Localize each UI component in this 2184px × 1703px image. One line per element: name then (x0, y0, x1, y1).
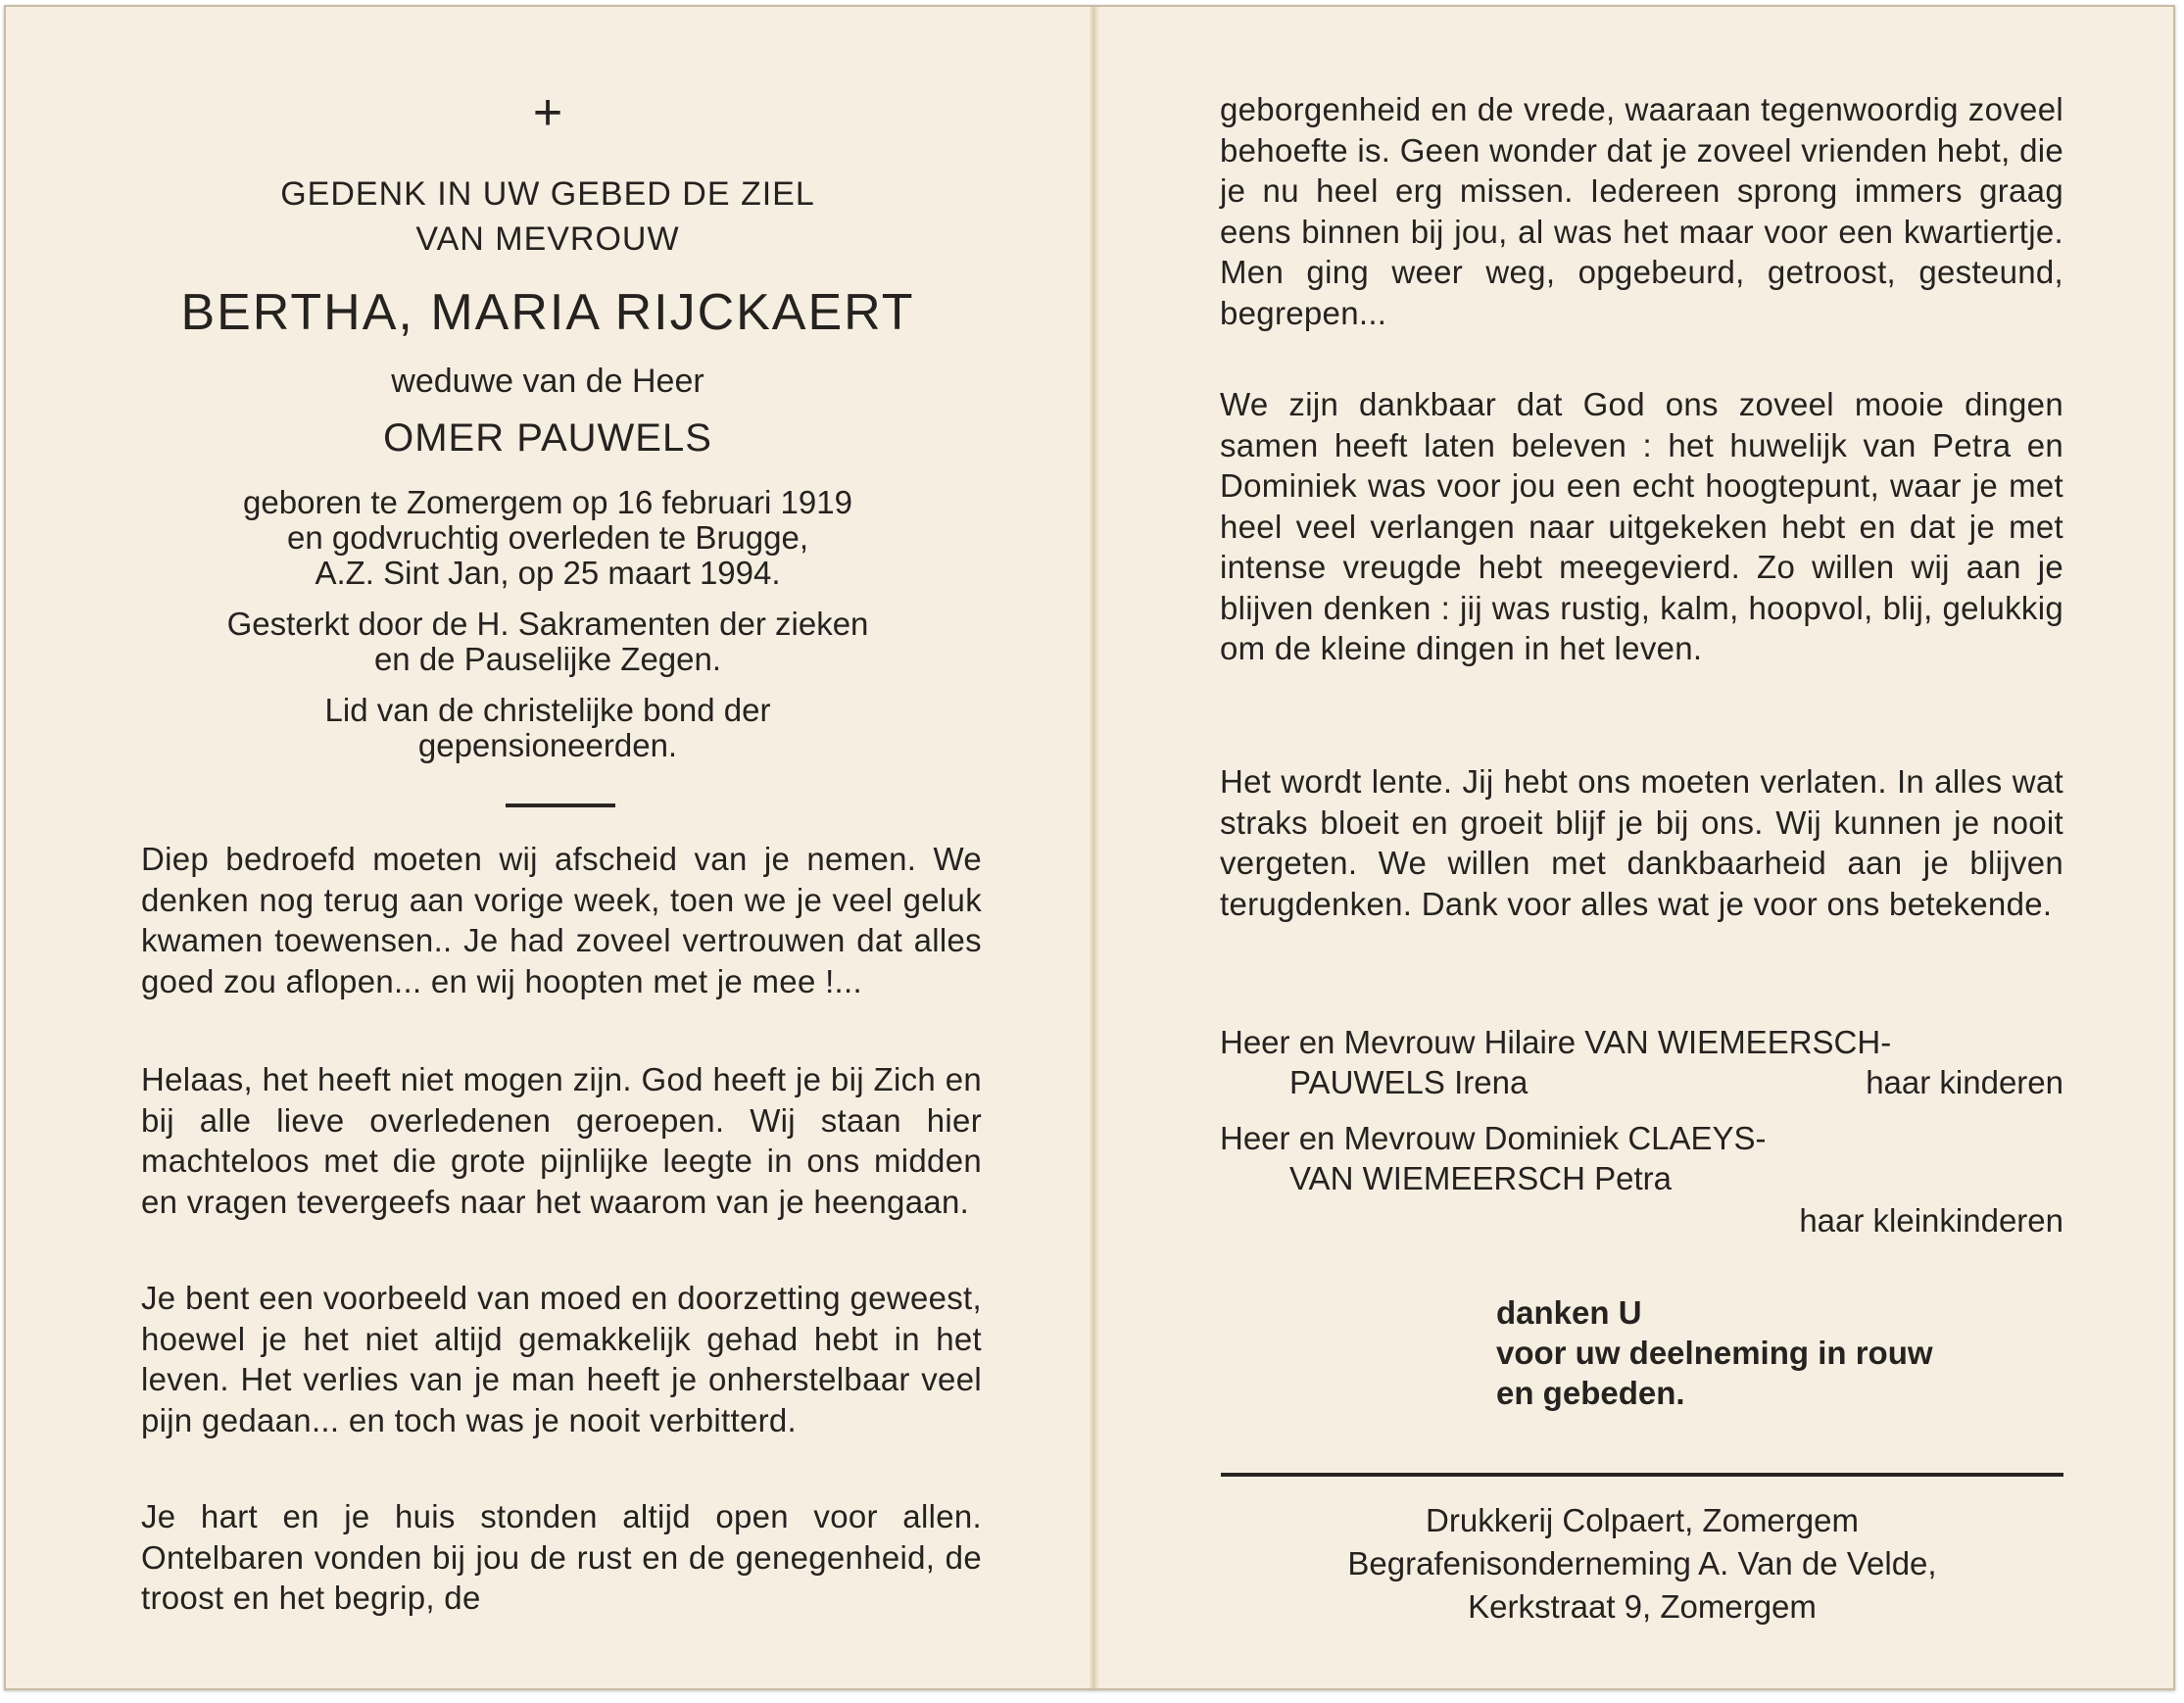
family2-role: haar kleinkinderen (1799, 1202, 2063, 1239)
family2-line2: VAN WIEMEERSCH Petra (1289, 1160, 1672, 1196)
family1-role: haar kinderen (1866, 1064, 2063, 1100)
prayer-heading-line2: VAN MEVROUW (415, 220, 680, 258)
sacraments-line1: Gesterkt door de H. Sakramenten der zieken (226, 606, 869, 642)
right-paragraph-1: geborgenheid en de vrede, waaraan tegenwoordig zoveel behoefte is. Geen wonder dat je zoveel vrienden hebt, die je nu heel erg missen. Iedereen sprong immers graag eens binnen bij jou, al was het maar voor een kwartiertje. Men ging weer weg, opgebeurd, getroost, gesteund, begrepen... (1220, 91, 2064, 331)
widow-of-label: weduwe van de Heer (391, 363, 704, 400)
family1-line2: PAUWELS Irena (1289, 1064, 1529, 1100)
membership-line2: gepensioneerden. (417, 727, 678, 763)
right-paragraph-3: Het wordt lente. Jij hebt ons moeten verlaten. In alles wat straks bloeit en groeit blijf je bij ons. Wij kunnen je nooit vergeten. We willen met dankbaarheid aan je blijven terugdenken. Dank voor alles wat je voor ons betekende. (1220, 763, 2063, 922)
family1-line1: Heer en Mevrouw Hilaire VAN WIEMEERSCH- (1220, 1024, 1892, 1060)
right-page (1099, 7, 2177, 1688)
printer-line2: Begrafenisonderneming A. Van de Velde, (1347, 1545, 1937, 1581)
footer-divider (1221, 1473, 2063, 1477)
family2-line1: Heer en Mevrouw Dominiek CLAEYS- (1220, 1120, 1767, 1156)
thanks-line1: danken U (1496, 1294, 1642, 1331)
left-page (6, 7, 1090, 1688)
death-line: en godvruchtig overleden te Brugge, (286, 519, 809, 556)
birth-line: geboren te Zomergem op 16 februari 1919 (243, 484, 852, 520)
card-fold (1090, 7, 1099, 1688)
left-paragraph-1: Diep bedroefd moeten wij afscheid van je nemen. We denken nog terug aan vorige week, toen we je veel geluk kwamen toewensen.. Je had zoveel vertrouwen dat alles goed zou aflopen... en wij hoopten met je mee !... (141, 841, 982, 999)
husband-name: OMER PAUWELS (383, 416, 712, 460)
left-paragraph-2: Helaas, het heeft niet mogen zijn. God heeft je bij Zich en bij alle lieve overledenen geroepen. Wij staan hier machteloos met die grote pijnlijke leegte in ons midden en vragen tevergeefs naar het waarom van je heengaan. (141, 1061, 982, 1220)
membership-info (6, 693, 1090, 763)
thanks-line3: en gebeden. (1496, 1375, 1685, 1411)
memorial-card (4, 5, 2175, 1690)
birth-death-info (6, 485, 1090, 591)
right-paragraph-2: We zijn dankbaar dat God ons zoveel mooie dingen samen heeft laten beleven : het huwelijk van Petra en Dominiek was voor jou een echt hoogtepunt, waar je met heel veel verlangen naar uitgekeken hebt en dat je met intense vreugde hebt meegevierd. Zo willen wij aan je blijven denken : jij was rustig, kalm, hoopvol, blij, gelukkig om de kleine dingen in het leven. (1220, 386, 2063, 666)
left-paragraph-3: Je bent een voorbeeld van moed en doorzetting geweest, hoewel je het niet altijd gemakkelijk gehad hebt in het leven. Het verlies van je man heeft je onherstelbaar veel pijn gedaan... en toch was je nooit verbitterd. (141, 1280, 982, 1438)
printer-line3: Kerkstraat 9, Zomergem (1468, 1588, 1817, 1625)
death-place-line: A.Z. Sint Jan, op 25 maart 1994. (315, 555, 781, 591)
sacraments-line2: en de Pauselijke Zegen. (373, 641, 722, 677)
prayer-heading-line1: GEDENK IN UW GEBED DE ZIEL (280, 175, 815, 213)
printer-info (1221, 1499, 2063, 1629)
printer-line1: Drukkerij Colpaert, Zomergem (1426, 1502, 1859, 1538)
thanks-block (1496, 1292, 1933, 1413)
deceased-name: BERTHA, MARIA RIJCKAERT (180, 284, 915, 341)
cross-icon: + (532, 84, 563, 141)
thanks-line2: voor uw deelneming in rouw (1496, 1335, 1933, 1371)
membership-line1: Lid van de christelijke bond der (324, 692, 771, 728)
prayer-heading (6, 171, 1090, 262)
left-paragraph-4: Je hart en je huis stonden altijd open voor allen. Ontelbaren vonden bij jou de rust en de genegenheid, de troost en het begrip, de (141, 1498, 982, 1616)
divider (506, 803, 615, 807)
sacraments-info (6, 607, 1090, 677)
